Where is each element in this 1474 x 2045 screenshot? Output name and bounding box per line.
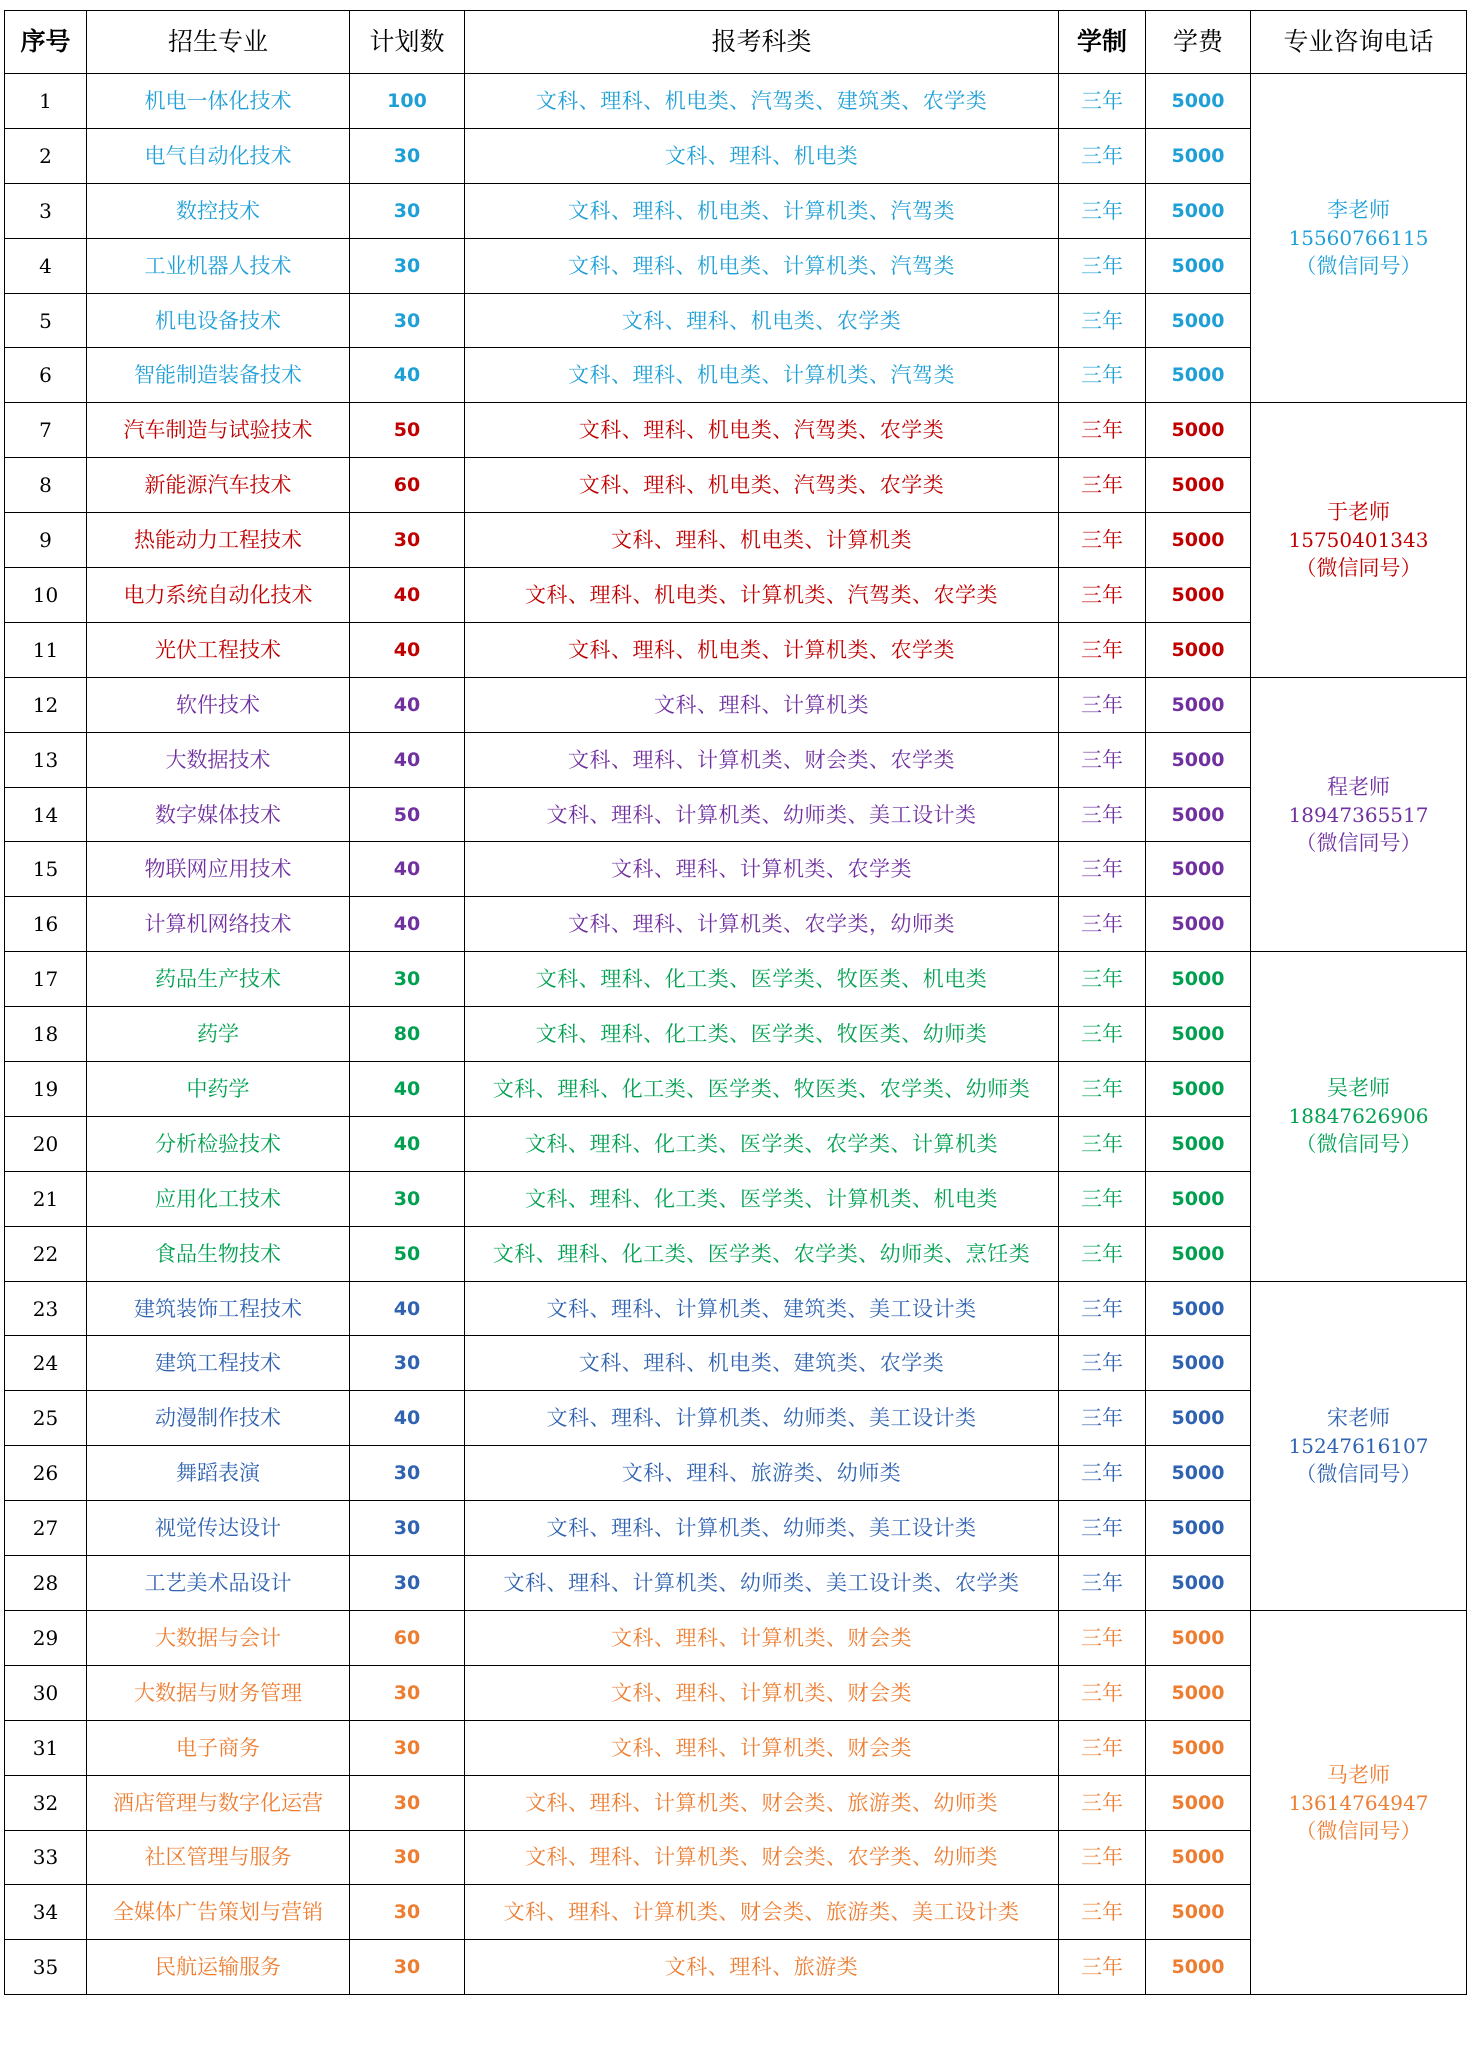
major-name: 大数据与财务管理 xyxy=(87,1665,350,1720)
row-index: 13 xyxy=(5,732,87,787)
plan-count: 30 xyxy=(350,293,465,348)
exam-subjects: 文科、理科、计算机类、幼师类、美工设计类 xyxy=(465,1501,1059,1556)
plan-count: 40 xyxy=(350,1062,465,1117)
plan-count: 40 xyxy=(350,1281,465,1336)
header-plan: 计划数 xyxy=(350,11,465,74)
tuition-fee: 5000 xyxy=(1146,1775,1251,1830)
row-index: 26 xyxy=(5,1446,87,1501)
plan-count: 80 xyxy=(350,1007,465,1062)
plan-count: 30 xyxy=(350,1336,465,1391)
tuition-fee: 5000 xyxy=(1146,1391,1251,1446)
exam-subjects: 文科、理科、机电类、计算机类、汽驾类 xyxy=(465,183,1059,238)
table-row xyxy=(5,293,1467,348)
study-years: 三年 xyxy=(1059,1775,1146,1830)
exam-subjects: 文科、理科、机电类、农学类 xyxy=(465,293,1059,348)
study-years: 三年 xyxy=(1059,513,1146,568)
major-name: 民航运输服务 xyxy=(87,1940,350,1995)
study-years: 三年 xyxy=(1059,622,1146,677)
row-index: 23 xyxy=(5,1281,87,1336)
row-index: 7 xyxy=(5,403,87,458)
contact-cell xyxy=(1251,677,1467,951)
row-index: 14 xyxy=(5,787,87,842)
plan-count: 30 xyxy=(350,1665,465,1720)
study-years: 三年 xyxy=(1059,238,1146,293)
exam-subjects: 文科、理科、机电类、计算机类、汽驾类 xyxy=(465,238,1059,293)
major-name: 数字媒体技术 xyxy=(87,787,350,842)
exam-subjects: 文科、理科、计算机类、建筑类、美工设计类 xyxy=(465,1281,1059,1336)
study-years: 三年 xyxy=(1059,1610,1146,1665)
major-name: 物联网应用技术 xyxy=(87,842,350,897)
plan-count: 40 xyxy=(350,677,465,732)
study-years: 三年 xyxy=(1059,787,1146,842)
plan-count: 50 xyxy=(350,1226,465,1281)
tuition-fee: 5000 xyxy=(1146,458,1251,513)
plan-count: 40 xyxy=(350,348,465,403)
exam-subjects: 文科、理科、化工类、医学类、计算机类、机电类 xyxy=(465,1171,1059,1226)
exam-subjects: 文科、理科、化工类、医学类、牧医类、农学类、幼师类 xyxy=(465,1062,1059,1117)
study-years: 三年 xyxy=(1059,183,1146,238)
study-years: 三年 xyxy=(1059,458,1146,513)
tuition-fee: 5000 xyxy=(1146,513,1251,568)
tuition-fee: 5000 xyxy=(1146,1830,1251,1885)
admissions-table-wrapper xyxy=(4,10,1466,1995)
table-row xyxy=(5,1720,1467,1775)
study-years: 三年 xyxy=(1059,1665,1146,1720)
table-row xyxy=(5,403,1467,458)
major-name: 智能制造装备技术 xyxy=(87,348,350,403)
header-index: 序号 xyxy=(5,11,87,74)
table-row xyxy=(5,128,1467,183)
table-row xyxy=(5,897,1467,952)
study-years: 三年 xyxy=(1059,952,1146,1007)
exam-subjects: 文科、理科、机电类、汽驾类、建筑类、农学类 xyxy=(465,74,1059,129)
study-years: 三年 xyxy=(1059,1720,1146,1775)
table-row xyxy=(5,1830,1467,1885)
major-name: 电力系统自动化技术 xyxy=(87,568,350,623)
plan-count: 30 xyxy=(350,1940,465,1995)
contact-cell xyxy=(1251,952,1467,1281)
study-years: 三年 xyxy=(1059,1830,1146,1885)
major-name: 舞蹈表演 xyxy=(87,1446,350,1501)
row-index: 17 xyxy=(5,952,87,1007)
table-row xyxy=(5,1610,1467,1665)
row-index: 21 xyxy=(5,1171,87,1226)
major-name: 应用化工技术 xyxy=(87,1171,350,1226)
study-years: 三年 xyxy=(1059,1885,1146,1940)
plan-count: 30 xyxy=(350,513,465,568)
table-row xyxy=(5,677,1467,732)
phone-number[interactable]: 13614764947 xyxy=(1288,1790,1429,1815)
table-row xyxy=(5,622,1467,677)
teacher-name: 马老师 xyxy=(1327,1762,1390,1787)
row-index: 8 xyxy=(5,458,87,513)
tuition-fee: 5000 xyxy=(1146,1007,1251,1062)
study-years: 三年 xyxy=(1059,1336,1146,1391)
major-name: 全媒体广告策划与营销 xyxy=(87,1885,350,1940)
exam-subjects: 文科、理科、计算机类 xyxy=(465,677,1059,732)
tuition-fee: 5000 xyxy=(1146,1720,1251,1775)
tuition-fee: 5000 xyxy=(1146,677,1251,732)
table-row xyxy=(5,1775,1467,1830)
major-name: 大数据与会计 xyxy=(87,1610,350,1665)
study-years: 三年 xyxy=(1059,1062,1146,1117)
tuition-fee: 5000 xyxy=(1146,348,1251,403)
tuition-fee: 5000 xyxy=(1146,1336,1251,1391)
tuition-fee: 5000 xyxy=(1146,74,1251,129)
exam-subjects: 文科、理科、计算机类、财会类、农学类、幼师类 xyxy=(465,1830,1059,1885)
row-index: 16 xyxy=(5,897,87,952)
plan-count: 40 xyxy=(350,568,465,623)
row-index: 19 xyxy=(5,1062,87,1117)
tuition-fee: 5000 xyxy=(1146,1116,1251,1171)
table-row xyxy=(5,842,1467,897)
tuition-fee: 5000 xyxy=(1146,622,1251,677)
major-name: 光伏工程技术 xyxy=(87,622,350,677)
row-index: 31 xyxy=(5,1720,87,1775)
exam-subjects: 文科、理科、计算机类、财会类、农学类 xyxy=(465,732,1059,787)
plan-count: 40 xyxy=(350,1391,465,1446)
row-index: 10 xyxy=(5,568,87,623)
tuition-fee: 5000 xyxy=(1146,952,1251,1007)
row-index: 1 xyxy=(5,74,87,129)
contact-cell xyxy=(1251,1281,1467,1610)
exam-subjects: 文科、理科、化工类、医学类、牧医类、幼师类 xyxy=(465,1007,1059,1062)
table-row xyxy=(5,513,1467,568)
tuition-fee: 5000 xyxy=(1146,403,1251,458)
plan-count: 40 xyxy=(350,842,465,897)
tuition-fee: 5000 xyxy=(1146,1501,1251,1556)
plan-count: 30 xyxy=(350,1720,465,1775)
major-name: 药学 xyxy=(87,1007,350,1062)
table-row xyxy=(5,1226,1467,1281)
table-row xyxy=(5,732,1467,787)
row-index: 5 xyxy=(5,293,87,348)
table-row xyxy=(5,1940,1467,1995)
table-row xyxy=(5,1501,1467,1556)
major-name: 数控技术 xyxy=(87,183,350,238)
wechat-note: （微信同号） xyxy=(1295,254,1422,279)
row-index: 4 xyxy=(5,238,87,293)
plan-count: 30 xyxy=(350,128,465,183)
table-row xyxy=(5,348,1467,403)
row-index: 20 xyxy=(5,1116,87,1171)
plan-count: 30 xyxy=(350,1171,465,1226)
row-index: 24 xyxy=(5,1336,87,1391)
plan-count: 40 xyxy=(350,732,465,787)
study-years: 三年 xyxy=(1059,403,1146,458)
phone-number[interactable]: 18947365517 xyxy=(1288,802,1429,827)
row-index: 35 xyxy=(5,1940,87,1995)
table-body xyxy=(5,74,1467,1995)
row-index: 22 xyxy=(5,1226,87,1281)
row-index: 27 xyxy=(5,1501,87,1556)
study-years: 三年 xyxy=(1059,1446,1146,1501)
tuition-fee: 5000 xyxy=(1146,568,1251,623)
plan-count: 30 xyxy=(350,1501,465,1556)
exam-subjects: 文科、理科、旅游类 xyxy=(465,1940,1059,1995)
exam-subjects: 文科、理科、机电类、计算机类、农学类 xyxy=(465,622,1059,677)
row-index: 12 xyxy=(5,677,87,732)
major-name: 动漫制作技术 xyxy=(87,1391,350,1446)
teacher-name: 宋老师 xyxy=(1327,1405,1390,1430)
study-years: 三年 xyxy=(1059,842,1146,897)
table-row xyxy=(5,1281,1467,1336)
major-name: 软件技术 xyxy=(87,677,350,732)
header-years: 学制 xyxy=(1059,11,1146,74)
tuition-fee: 5000 xyxy=(1146,1171,1251,1226)
row-index: 6 xyxy=(5,348,87,403)
exam-subjects: 文科、理科、计算机类、财会类、旅游类、美工设计类 xyxy=(465,1885,1059,1940)
admissions-table xyxy=(4,10,1467,1995)
plan-count: 30 xyxy=(350,952,465,1007)
plan-count: 40 xyxy=(350,897,465,952)
exam-subjects: 文科、理科、计算机类、财会类 xyxy=(465,1720,1059,1775)
study-years: 三年 xyxy=(1059,1007,1146,1062)
phone-number[interactable]: 15247616107 xyxy=(1288,1433,1429,1458)
exam-subjects: 文科、理科、计算机类、幼师类、美工设计类 xyxy=(465,787,1059,842)
plan-count: 30 xyxy=(350,238,465,293)
tuition-fee: 5000 xyxy=(1146,1610,1251,1665)
table-row xyxy=(5,1171,1467,1226)
exam-subjects: 文科、理科、计算机类、幼师类、美工设计类 xyxy=(465,1391,1059,1446)
major-name: 药品生产技术 xyxy=(87,952,350,1007)
major-name: 新能源汽车技术 xyxy=(87,458,350,513)
major-name: 机电一体化技术 xyxy=(87,74,350,129)
study-years: 三年 xyxy=(1059,1226,1146,1281)
contact-cell xyxy=(1251,1610,1467,1994)
exam-subjects: 文科、理科、旅游类、幼师类 xyxy=(465,1446,1059,1501)
row-index: 33 xyxy=(5,1830,87,1885)
phone-number[interactable]: 18847626906 xyxy=(1288,1104,1429,1129)
plan-count: 40 xyxy=(350,1116,465,1171)
contact-cell xyxy=(1251,403,1467,677)
exam-subjects: 文科、理科、计算机类、农学类 xyxy=(465,842,1059,897)
exam-subjects: 文科、理科、化工类、医学类、农学类、计算机类 xyxy=(465,1116,1059,1171)
exam-subjects: 文科、理科、机电类 xyxy=(465,128,1059,183)
tuition-fee: 5000 xyxy=(1146,787,1251,842)
exam-subjects: 文科、理科、计算机类、财会类 xyxy=(465,1665,1059,1720)
contact-cell xyxy=(1251,74,1467,403)
study-years: 三年 xyxy=(1059,1556,1146,1611)
wechat-note: （微信同号） xyxy=(1295,1132,1422,1157)
tuition-fee: 5000 xyxy=(1146,732,1251,787)
exam-subjects: 文科、理科、计算机类、幼师类、美工设计类、农学类 xyxy=(465,1556,1059,1611)
table-row xyxy=(5,1446,1467,1501)
exam-subjects: 文科、理科、机电类、计算机类 xyxy=(465,513,1059,568)
row-index: 2 xyxy=(5,128,87,183)
row-index: 9 xyxy=(5,513,87,568)
table-row xyxy=(5,1391,1467,1446)
table-row xyxy=(5,238,1467,293)
tuition-fee: 5000 xyxy=(1146,1885,1251,1940)
exam-subjects: 文科、理科、计算机类、财会类、旅游类、幼师类 xyxy=(465,1775,1059,1830)
study-years: 三年 xyxy=(1059,732,1146,787)
plan-count: 50 xyxy=(350,403,465,458)
major-name: 社区管理与服务 xyxy=(87,1830,350,1885)
plan-count: 50 xyxy=(350,787,465,842)
major-name: 工艺美术品设计 xyxy=(87,1556,350,1611)
major-name: 中药学 xyxy=(87,1062,350,1117)
plan-count: 30 xyxy=(350,1830,465,1885)
table-row xyxy=(5,1665,1467,1720)
header-fee: 学费 xyxy=(1146,11,1251,74)
table-row xyxy=(5,568,1467,623)
table-row xyxy=(5,1062,1467,1117)
tuition-fee: 5000 xyxy=(1146,238,1251,293)
exam-subjects: 文科、理科、机电类、计算机类、汽驾类 xyxy=(465,348,1059,403)
row-index: 25 xyxy=(5,1391,87,1446)
plan-count: 30 xyxy=(350,1885,465,1940)
study-years: 三年 xyxy=(1059,897,1146,952)
plan-count: 40 xyxy=(350,622,465,677)
table-row xyxy=(5,952,1467,1007)
row-index: 30 xyxy=(5,1665,87,1720)
tuition-fee: 5000 xyxy=(1146,842,1251,897)
row-index: 18 xyxy=(5,1007,87,1062)
table-row xyxy=(5,458,1467,513)
wechat-note: （微信同号） xyxy=(1295,556,1422,581)
exam-subjects: 文科、理科、机电类、汽驾类、农学类 xyxy=(465,458,1059,513)
phone-number[interactable]: 15750401343 xyxy=(1288,528,1429,553)
exam-subjects: 文科、理科、机电类、建筑类、农学类 xyxy=(465,1336,1059,1391)
tuition-fee: 5000 xyxy=(1146,1556,1251,1611)
major-name: 计算机网络技术 xyxy=(87,897,350,952)
table-header-row xyxy=(5,11,1467,74)
wechat-note: （微信同号） xyxy=(1295,830,1422,855)
major-name: 视觉传达设计 xyxy=(87,1501,350,1556)
tuition-fee: 5000 xyxy=(1146,1226,1251,1281)
table-row xyxy=(5,787,1467,842)
major-name: 电子商务 xyxy=(87,1720,350,1775)
tuition-fee: 5000 xyxy=(1146,897,1251,952)
row-index: 11 xyxy=(5,622,87,677)
tuition-fee: 5000 xyxy=(1146,1940,1251,1995)
major-name: 食品生物技术 xyxy=(87,1226,350,1281)
table-row xyxy=(5,74,1467,129)
exam-subjects: 文科、理科、机电类、汽驾类、农学类 xyxy=(465,403,1059,458)
major-name: 分析检验技术 xyxy=(87,1116,350,1171)
table-row xyxy=(5,183,1467,238)
study-years: 三年 xyxy=(1059,1116,1146,1171)
row-index: 29 xyxy=(5,1610,87,1665)
tuition-fee: 5000 xyxy=(1146,1062,1251,1117)
tuition-fee: 5000 xyxy=(1146,1281,1251,1336)
study-years: 三年 xyxy=(1059,128,1146,183)
tuition-fee: 5000 xyxy=(1146,128,1251,183)
row-index: 15 xyxy=(5,842,87,897)
phone-number[interactable]: 15560766115 xyxy=(1288,226,1429,251)
table-row xyxy=(5,1007,1467,1062)
plan-count: 60 xyxy=(350,458,465,513)
major-name: 建筑工程技术 xyxy=(87,1336,350,1391)
wechat-note: （微信同号） xyxy=(1295,1461,1422,1486)
plan-count: 100 xyxy=(350,74,465,129)
teacher-name: 于老师 xyxy=(1327,500,1390,525)
row-index: 28 xyxy=(5,1556,87,1611)
major-name: 工业机器人技术 xyxy=(87,238,350,293)
major-name: 机电设备技术 xyxy=(87,293,350,348)
plan-count: 30 xyxy=(350,1556,465,1611)
teacher-name: 吴老师 xyxy=(1327,1076,1390,1101)
study-years: 三年 xyxy=(1059,348,1146,403)
row-index: 34 xyxy=(5,1885,87,1940)
tuition-fee: 5000 xyxy=(1146,293,1251,348)
study-years: 三年 xyxy=(1059,1391,1146,1446)
teacher-name: 李老师 xyxy=(1327,198,1390,223)
header-subjects: 报考科类 xyxy=(465,11,1059,74)
study-years: 三年 xyxy=(1059,677,1146,732)
major-name: 建筑装饰工程技术 xyxy=(87,1281,350,1336)
row-index: 32 xyxy=(5,1775,87,1830)
tuition-fee: 5000 xyxy=(1146,183,1251,238)
study-years: 三年 xyxy=(1059,1501,1146,1556)
header-major: 招生专业 xyxy=(87,11,350,74)
wechat-note: （微信同号） xyxy=(1295,1818,1422,1843)
teacher-name: 程老师 xyxy=(1327,774,1390,799)
table-row xyxy=(5,1116,1467,1171)
row-index: 3 xyxy=(5,183,87,238)
study-years: 三年 xyxy=(1059,568,1146,623)
exam-subjects: 文科、理科、化工类、医学类、牧医类、机电类 xyxy=(465,952,1059,1007)
study-years: 三年 xyxy=(1059,1171,1146,1226)
exam-subjects: 文科、理科、计算机类、农学类，幼师类 xyxy=(465,897,1059,952)
major-name: 大数据技术 xyxy=(87,732,350,787)
plan-count: 30 xyxy=(350,1446,465,1501)
exam-subjects: 文科、理科、计算机类、财会类 xyxy=(465,1610,1059,1665)
table-row xyxy=(5,1556,1467,1611)
study-years: 三年 xyxy=(1059,74,1146,129)
exam-subjects: 文科、理科、化工类、医学类、农学类、幼师类、烹饪类 xyxy=(465,1226,1059,1281)
study-years: 三年 xyxy=(1059,1940,1146,1995)
major-name: 汽车制造与试验技术 xyxy=(87,403,350,458)
plan-count: 60 xyxy=(350,1610,465,1665)
exam-subjects: 文科、理科、机电类、计算机类、汽驾类、农学类 xyxy=(465,568,1059,623)
major-name: 电气自动化技术 xyxy=(87,128,350,183)
study-years: 三年 xyxy=(1059,1281,1146,1336)
plan-count: 30 xyxy=(350,183,465,238)
major-name: 酒店管理与数字化运营 xyxy=(87,1775,350,1830)
table-row xyxy=(5,1336,1467,1391)
table-row xyxy=(5,1885,1467,1940)
plan-count: 30 xyxy=(350,1775,465,1830)
tuition-fee: 5000 xyxy=(1146,1665,1251,1720)
study-years: 三年 xyxy=(1059,293,1146,348)
tuition-fee: 5000 xyxy=(1146,1446,1251,1501)
major-name: 热能动力工程技术 xyxy=(87,513,350,568)
header-contact: 专业咨询电话 xyxy=(1251,11,1467,74)
